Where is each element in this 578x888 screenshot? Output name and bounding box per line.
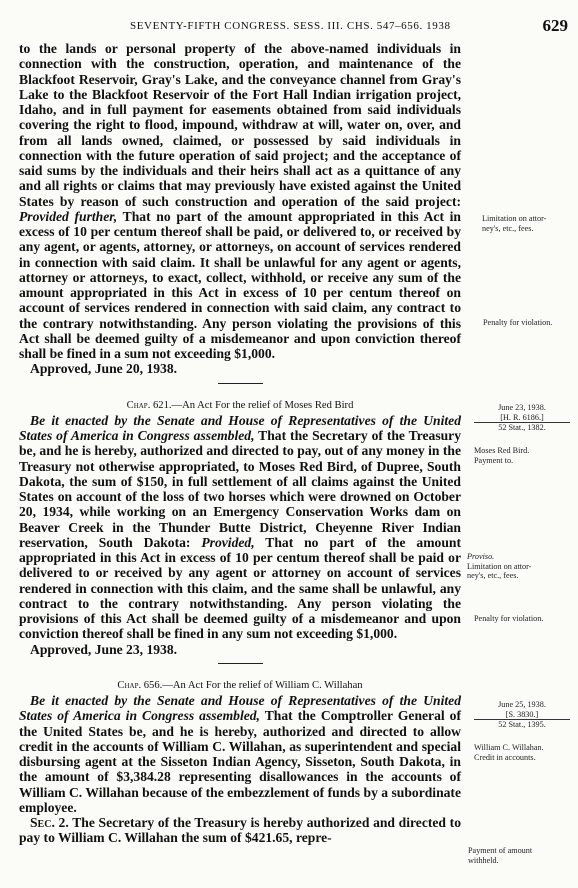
chapter-621-body (19, 413, 461, 642)
section-divider (218, 383, 263, 384)
chapter-621-label: Chap. 621. (126, 399, 172, 411)
statute-citation: 52 Stat., 1395. (498, 720, 546, 730)
page-number: 629 (542, 16, 568, 35)
statute-citation: 52 Stat., 1382. (498, 423, 546, 433)
margin-note-chapter-621-date (474, 403, 570, 433)
chapter-656-title: —An Act For the relief of William C. Willahan (162, 679, 363, 691)
section-2-paragraph (19, 815, 461, 846)
main-text-column (19, 41, 461, 846)
margin-note-penalty-2 (474, 614, 543, 624)
margin-note-line: Payment of amount (468, 846, 533, 855)
chapter-656-heading (19, 678, 461, 693)
margin-note-line: Payment to. (474, 455, 514, 465)
chapter-621-text-1: That the Secretary of the Treasury be, and he is hereby, authorized and directed to pay, out of any money in the Treasury not otherwise appropriated, to Moses Red Bird, of Dupree, South Dakota, the sum of $150, in full settlement of all claims against the United States on account of the loss of two horses which were drowned on October 20, 1934, while working on an Emergency Conservation Works dam on Beaver Creek in the Thunder Butte District, Cheyenne River Indian reservation, South Dakota: (19, 428, 462, 550)
continuation-paragraph (19, 41, 461, 361)
margin-note-payment-withheld (468, 846, 532, 865)
chapter-656-text-1: That the Comptroller General of the United States be, and he is hereby, authorized and directed to allow credit in the accounts of William C. Willahan, as superintendent and special disbursing agent at the Sisseton Indian Agency, Sisseton, South Dakota, in the amount of $3,384.28 representing disallowances in the accounts of William C. Willahan because of the embezzlement of funds by a subordinate employee. (19, 708, 461, 815)
margin-note-line: Proviso. (467, 552, 495, 561)
running-header (12, 16, 568, 36)
bill-number: [S. 3830.] (474, 710, 570, 721)
margin-note-limitation (482, 214, 546, 233)
margin-note-line: ney's, etc., fees. (467, 571, 519, 581)
margin-note-line: William C. Willahan. (474, 743, 544, 752)
enacting-clause: Be it enacted by the Senate and House of Representatives of the United States of America in Congress assembled, (19, 693, 461, 724)
proviso-text: That no part of the amount appropriated in this Act in excess of 10 per centum thereof shall be paid, or delivered to, or received by any agent, or agents, attorney, or attorneys, on account of services rendered in connection with said claim. It shall be unlawful for any agent or agents, attorney or attorneys, to exact, collect, withhold, or receive any sum of the amount appropriated in this Act in excess of 10 per centum thereof on account of services rendered in connection with said claim, any contract to the contrary notwithstanding. Any person violating the provisions of this Act shall be deemed guilty of a misdemeanor and upon conviction thereof shall be fined in a sum not exceeding $1,000. (19, 208, 461, 361)
enactment-date: June 23, 1938. (498, 403, 546, 412)
enacting-clause: Be it enacted by the Senate and House of Representatives of the United States of America in Congress assembled, (19, 412, 461, 443)
margin-note-line: ney's, etc., fees. (482, 223, 534, 233)
margin-note-chapter-656-date (474, 700, 570, 730)
proviso-label: Provided further, (19, 208, 118, 224)
chapter-621-text-2: That no part of the amount appropriated in this Act in excess of 10 per centum thereof shall be paid or delivered to or received by any agent or attorney on account of services rendered in connection with this claim, and the same shall be unlawful, any contract to the contrary notwithstanding. Any person violating the provisions of this Act shall be deemed guilty of a misdemeanor and upon conviction thereof shall be fined in any sum not exceeding $1,000. (19, 534, 461, 642)
margin-note-willahan (474, 743, 544, 762)
proviso-label: Provided, (201, 534, 255, 550)
enactment-date: June 25, 1938. (498, 700, 546, 709)
margin-note-line: withheld. (468, 855, 499, 865)
chapter-621-heading (19, 398, 461, 413)
margin-note-line: Credit in accounts. (474, 752, 536, 762)
margin-note-penalty (483, 318, 552, 328)
chapter-621-title: —An Act For the relief of Moses Red Bird (171, 399, 354, 411)
margin-note-line: Limitation on attor- (482, 214, 547, 223)
chapter-656-label: Chap. 656. (117, 679, 163, 691)
running-title: SEVENTY-FIFTH CONGRESS. SESS. III. CHS. 547–656. 1938 (130, 20, 451, 32)
chapter-656-body (19, 693, 461, 815)
margin-note-proviso (467, 552, 531, 581)
approved-date-1: Approved, June 20, 1938. (30, 361, 178, 377)
margin-note-line: Moses Red Bird. (474, 446, 530, 455)
margin-note-moses-red-bird (474, 446, 529, 465)
margin-note-line: Penalty for violation. (483, 318, 553, 327)
margin-note-line: Limitation on attor- (467, 561, 532, 571)
bill-number: [H. R. 6186.] (474, 413, 570, 424)
section-divider (218, 663, 263, 664)
section-2-label: Sec. 2. (30, 815, 69, 830)
section-2-text: The Secretary of the Treasury is hereby authorized and directed to pay to William C. Willahan the sum of $421.65, repre- (19, 815, 462, 846)
approved-date-2: Approved, June 23, 1938. (30, 641, 178, 657)
margin-note-line: Penalty for violation. (474, 614, 544, 623)
continuation-text: to the lands or personal property of the above-named individuals in connection with the construction, operation, and maintenance of the Blackfoot Reservoir, Gray's Lake, and the conveyance channel from Gray's Lake to the Blackfoot Reservoir of the Fort Hall Indian irrigation project, Idaho, and in full payment for easements obtained from said individuals covering the right to flood, impound, withdraw at will, water on, over, and from all lands owned, claimed, or possessed by said individuals in connection with the future operation of said project; and the acceptance of said sums by the individuals and their heirs shall act as a quittance of any and all rights or claims that may previously have existed against the United States by reason of such construction and operation of the said project: (19, 41, 461, 209)
